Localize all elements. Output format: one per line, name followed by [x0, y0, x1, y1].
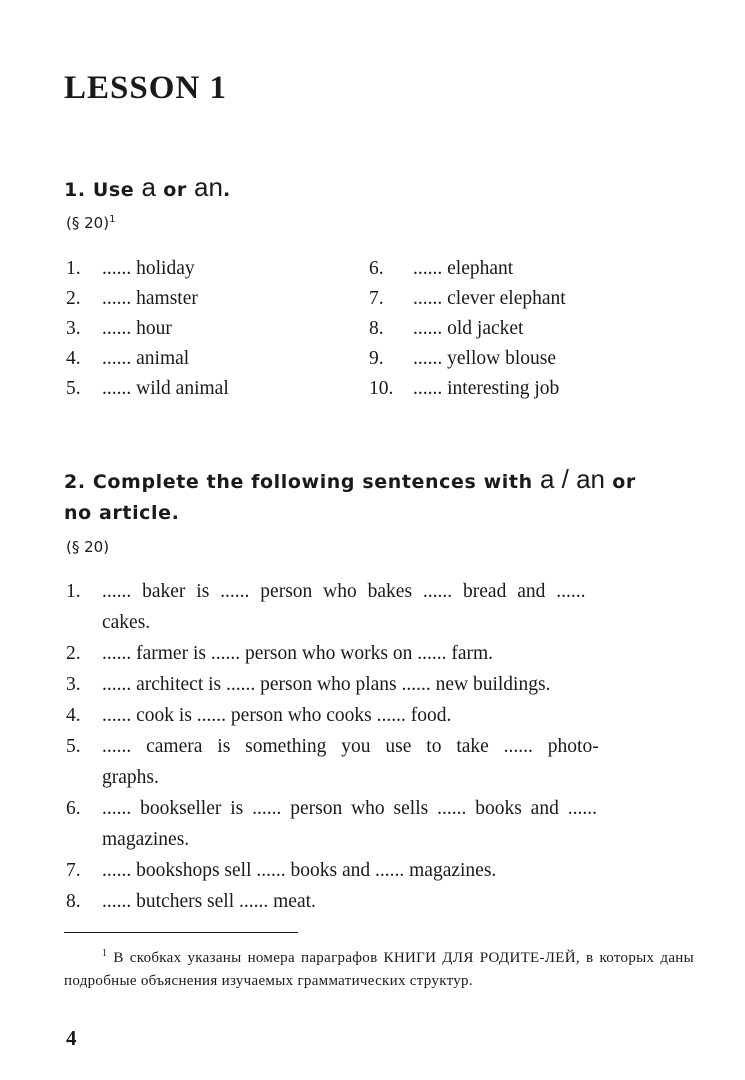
list-item: [66, 314, 229, 344]
list-item: [369, 314, 566, 344]
list-item: [369, 374, 566, 404]
item-text: ...... clever elephant: [413, 288, 566, 309]
list-item: [369, 254, 566, 284]
exercise-2-heading: [64, 464, 704, 529]
item-number: 2.: [66, 288, 81, 309]
footnote-marker: 1: [109, 214, 116, 225]
item-number: 9.: [369, 348, 384, 369]
sentence-number: 3.: [66, 674, 81, 695]
sentence-text: ...... bookseller is ...... person who sells ...... books and ......: [102, 798, 597, 819]
sentence-number: 6.: [66, 798, 81, 819]
sentence-item: [66, 886, 702, 917]
item-text: ...... hour: [102, 318, 172, 339]
sentence-number: 7.: [66, 860, 81, 881]
list-item: [66, 344, 229, 374]
item-text: ...... wild animal: [102, 378, 229, 399]
sentence-number: 8.: [66, 891, 81, 912]
exercise-2-reference: (§ 20): [66, 538, 110, 556]
item-text: ...... holiday: [102, 258, 195, 279]
item-number: 6.: [369, 258, 384, 279]
exercise-1-heading-end: .: [222, 179, 231, 201]
item-number: 4.: [66, 348, 81, 369]
sentence-text: ...... architect is ...... person who plans ...... new buildings.: [102, 674, 551, 695]
list-item: [369, 284, 566, 314]
item-number: 5.: [66, 378, 81, 399]
footnote-text: В скобках указаны номера параграфов КНИГИ ДЛЯ РОДИТЕ-ЛЕЙ, в которых даны подробные объяснения изучаемых грамматических структур.: [64, 950, 694, 989]
list-item: [66, 374, 229, 404]
sentence-item: [66, 700, 702, 731]
exercise-1-number: 1.: [64, 179, 86, 201]
item-text: ...... old jacket: [413, 318, 524, 339]
article-a: a: [539, 464, 555, 494]
exercise-2-heading-suffix: or: [612, 471, 636, 493]
sentence-text: ...... camera is something you use to take ...... photo-: [102, 736, 599, 757]
footnote-marker: 1: [102, 948, 108, 959]
reference-text: (§ 20): [66, 214, 110, 232]
exercise-2-heading-line2: no article.: [64, 502, 180, 524]
article-an: an: [194, 172, 223, 202]
article-a: a: [141, 172, 156, 202]
item-text: ...... yellow blouse: [413, 348, 556, 369]
exercise-2-heading-prefix: Complete the following sentences with: [92, 471, 533, 493]
footnote: [64, 942, 694, 993]
list-item: [369, 344, 566, 374]
list-item: [66, 284, 229, 314]
footnote-divider: [64, 932, 298, 933]
sentence-item: [66, 576, 702, 638]
exercise-1-heading: [64, 172, 231, 206]
sentence-number: 5.: [66, 736, 81, 757]
exercise-1-conj: or: [163, 179, 187, 201]
item-text: ...... hamster: [102, 288, 198, 309]
exercise-2-number: 2.: [64, 471, 86, 493]
sentence-number: 4.: [66, 705, 81, 726]
page-number: 4: [66, 1026, 77, 1050]
slash: /: [561, 464, 569, 494]
sentence-text: ...... bookshops sell ...... books and ...... magazines.: [102, 860, 497, 881]
exercise-1-right-column: [369, 254, 566, 404]
article-an: an: [576, 464, 605, 494]
item-number: 1.: [66, 258, 81, 279]
sentence-line-2: magazines.: [102, 829, 190, 850]
sentence-item: [66, 793, 702, 855]
sentence-text: ...... farmer is ...... person who works on ...... farm.: [102, 643, 494, 664]
item-number: 7.: [369, 288, 384, 309]
lesson-title: LESSON 1: [64, 70, 227, 106]
item-number: 8.: [369, 318, 384, 339]
sentence-line-2: graphs.: [102, 767, 159, 788]
sentence-text: ...... butchers sell ...... meat.: [102, 891, 316, 912]
sentence-text: ...... baker is ...... person who bakes ...... bread and ......: [102, 581, 586, 602]
sentence-number: 1.: [66, 581, 81, 602]
sentence-line-1: [102, 576, 702, 607]
exercise-1-heading-prefix: Use: [92, 179, 135, 201]
sentence-item: [66, 669, 702, 700]
list-item: [66, 254, 229, 284]
sentence-line-2: cakes.: [102, 612, 151, 633]
exercise-1-reference: [66, 214, 115, 232]
item-text: ...... elephant: [413, 258, 514, 279]
sentence-number: 2.: [66, 643, 81, 664]
item-number: 10.: [369, 378, 394, 399]
item-text: ...... interesting job: [413, 378, 560, 399]
item-text: ...... animal: [102, 348, 190, 369]
exercise-1-left-column: [66, 254, 229, 404]
sentence-item: [66, 855, 702, 886]
sentence-item: [66, 638, 702, 669]
sentence-item: [66, 731, 702, 793]
item-number: 3.: [66, 318, 81, 339]
exercise-2-sentences: [66, 576, 702, 917]
sentence-text: ...... cook is ...... person who cooks ...... food.: [102, 705, 452, 726]
